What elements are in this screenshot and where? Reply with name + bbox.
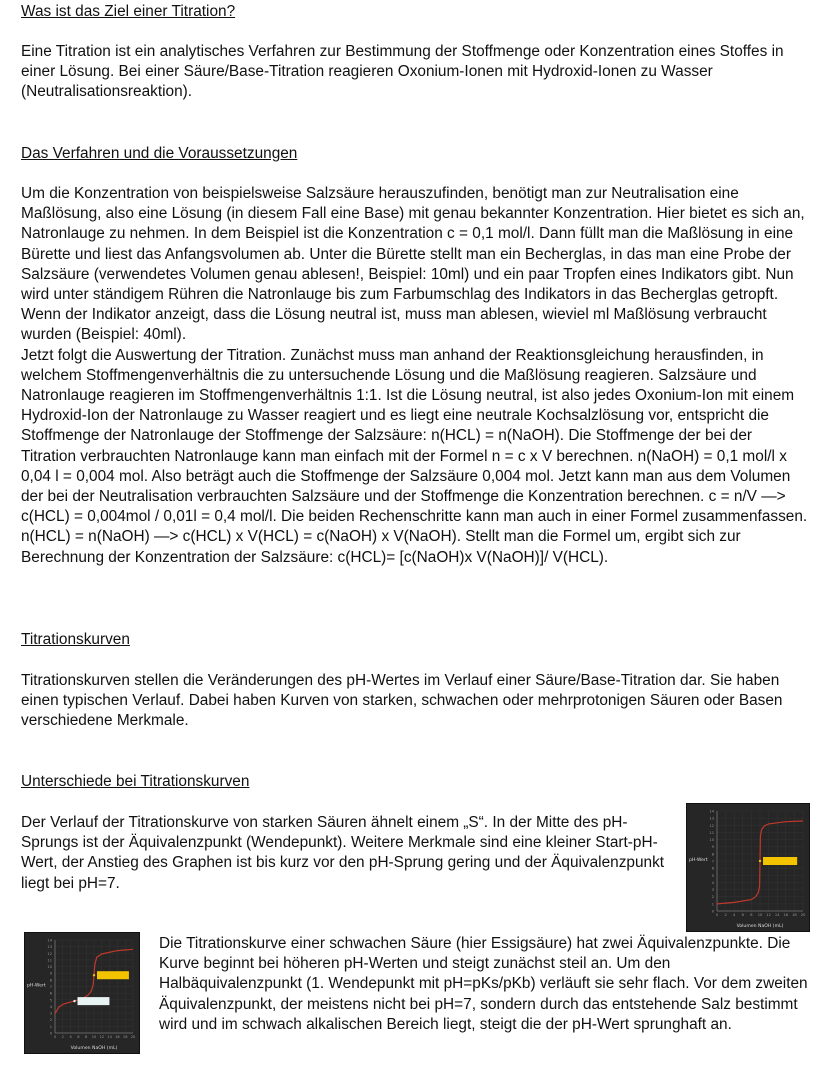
- x-tick-label: 10: [91, 1035, 97, 1039]
- x-tick-label: 4: [69, 1035, 72, 1039]
- annotation-point: [759, 860, 761, 862]
- x-tick-label: 16: [115, 1035, 120, 1039]
- titration-chart-svg: [25, 933, 139, 1053]
- chart-schwache-saeure: [24, 932, 140, 1054]
- y-tick-label: 14: [47, 938, 52, 943]
- x-tick-label: 0: [715, 913, 719, 917]
- paragraph-text: Eine Titration ist ein analytisches Verfahren zur Bestimmung der Stoffmenge oder Konzentration eines Stoffes in einer Lösung. Bei einer Säure/Base-Titration reagieren Oxonium-Ionen mit Hydroxid-Ionen zu Wasser (Neutralisationsreaktion).: [21, 43, 784, 101]
- x-tick-label: 20: [130, 1035, 136, 1039]
- x-tick-label: 18: [792, 913, 797, 917]
- y-tick-label: 2: [49, 1018, 52, 1023]
- y-axis-label: pH-Wert: [689, 858, 708, 863]
- paragraph-text: Titrationskurven stellen die Veränderungen des pH-Wertes im Verlauf einer Säure/Base-Titration dar. Sie haben einen typischen Verlauf. Dabei haben Kurven von starken, schwachen oder mehrprotonigen Säuren oder Basen verschiedene Merkmale.: [21, 672, 783, 730]
- annotation-box: [78, 997, 110, 1005]
- x-axis-label: Volumen NaOH (mL): [70, 1046, 118, 1051]
- y-tick-label: 9: [49, 971, 52, 976]
- y-tick-label: 4: [49, 1004, 52, 1009]
- paragraph-titrationskurven: [21, 671, 811, 732]
- y-tick-label: 12: [709, 823, 714, 828]
- y-axis-label: pH-Wert: [27, 983, 46, 989]
- chart-starke-saeure: [686, 803, 810, 932]
- heading-ziel-titration: Was ist das Ziel einer Titration?: [21, 3, 236, 20]
- x-tick-label: 16: [783, 913, 789, 917]
- paragraph-text: Um die Konzentration von beispielsweise Salzsäure herauszufinden, benötigt man zur Neutralisation eine Maßlösung, also eine Lösung (in diesem Fall eine Base) mit genau bekannter Konzentration. Hier bietet es sich an, Natronlauge zu nehmen. In dem Beispiel ist die Konzentration c = 0,1 mol/l. Dann füllt man die Maßlösung in eine Bürette und liest das Anfangsvolumen ab. Unter die Bürette stellt man ein Becherglas, in das man eine Probe der Salzsäure (verwendetes Volumen genau ablesen!, Beispiel: 10ml) und ein paar Tropfen eines Indikators gibt. Nun wird unter ständigem Rühren die Natronlauge bis zum Farbumschlag des Indikators in das Becherglas getropft. Wenn der Indikator anzeigt, dass die Lösung neutral ist, muss man ablesen, wieviel ml Maßlösung verbraucht wurden (Beispiel: 40ml).: [21, 185, 805, 344]
- x-tick-label: 10: [757, 913, 763, 917]
- paragraph-verfahren: [21, 184, 811, 568]
- y-tick-label: 5: [49, 998, 52, 1003]
- annotation-box: [763, 857, 797, 865]
- paragraph-text: Der Verlauf der Titrationskurve von starken Säuren ähnelt einem „S“. In der Mitte des pH-Sprungs ist der Äquivalenzpunkt (Wendepunkt). Weitere Merkmale sind eine kleiner Start-pH-Wert, der Anstieg des Graphen ist bis kurz vor den pH-Sprung gering und der Äquivalenzpunkt liegt bei pH=7.: [21, 814, 665, 892]
- y-tick-label: 7: [711, 859, 714, 864]
- x-tick-label: 14: [107, 1035, 112, 1039]
- annotation-point: [93, 974, 95, 976]
- x-tick-label: 2: [724, 913, 727, 917]
- y-tick-label: 6: [711, 866, 714, 871]
- y-tick-label: 10: [709, 838, 714, 843]
- x-tick-label: 20: [800, 913, 806, 917]
- heading-unterschiede: Unterschiede bei Titrationskurven: [21, 773, 250, 790]
- y-tick-label: 8: [49, 978, 52, 983]
- y-tick-label: 7: [49, 985, 52, 989]
- y-tick-label: 11: [709, 830, 714, 835]
- heading-verfahren: Das Verfahren und die Voraussetzungen: [21, 145, 298, 162]
- x-tick-label: 14: [774, 913, 780, 917]
- paragraph-text-auswertung: Jetzt folgt die Auswertung der Titration. Zunächst muss man anhand der Reaktionsgleichung herausfinden, in welchem Stoffmengenverhältnis die zu untersuchende Lösung und die Maßlösung reagieren. Salzsäure und Natronlauge reagieren im Stoffmengenverhältnis 1:1. Ist die Lösung neutral, ist also jedes Oxonium-Ion mit einem Hydroxid-Ion der Natronlauge zu Wasser reagiert und es liegt eine neutrale Kochsalzlösung vor, entspricht die Stoffmenge der Natronlauge der Stoffmenge der Salzsäure: n(HCL) = n(NaOH). Die Stoffmenge der bei der Titration verbrauchten Natronlauge kann man einfach mit der Formel n = c x V berechnen. n(NaOH) = 0,1 mol/l x 0,04 l = 0,004 mol. Also beträgt auch die Stoffmenge der Salzsäure 0,004 mol. Jetzt kann man aus dem Volumen der bei der Neutralisation verbrauchten Salzsäure und der Stoffmenge die Konzentration berechnen. c = n/V —> c(HCL) = 0,004mol / 0,01l = 0,4 mol/l. Die beiden Rechenschritte kann man auch in einer Formel zusammenfassen. n(HCL) = n(NaOH) —> c(HCL) x V(HCL) = c(NaOH) x V(NaOH). Stellt man die Formel um, ergibt sich zur Berechnung der Konzentration der Salzsäure: c(HCL)= [c(NaOH)x V(NaOH)]/ V(HCL).: [21, 346, 808, 566]
- x-tick-label: 6: [741, 913, 744, 917]
- y-tick-label: 5: [711, 873, 714, 878]
- y-tick-label: 8: [711, 852, 714, 857]
- y-tick-label: 1: [49, 1024, 52, 1029]
- y-tick-label: 13: [47, 945, 52, 950]
- paragraph-text: Die Titrationskurve einer schwachen Säure (hier Essigsäure) hat zwei Äquivalenzpunkte. Die Kurve beginnt bei höheren pH-Werten und steigt zunächst steil an. Um den Halbäquivalenzpunkt (1. Wendepunkt mit pH=pKs/pKb) verläuft sie sehr flach. Vor dem zweiten Äquivalenzpunkt, der meistens nicht bei pH=7, sondern durch das entstehende Salz bestimmt wird und im schwach alkalischen Bereich liegt, steigt die der pH-Wert sprunghaft an.: [159, 935, 808, 1033]
- x-tick-label: 8: [750, 913, 753, 917]
- y-tick-label: 13: [709, 816, 714, 821]
- y-tick-label: 6: [49, 991, 52, 996]
- y-tick-label: 3: [711, 888, 714, 893]
- x-tick-label: 6: [77, 1035, 80, 1039]
- y-tick-label: 14: [709, 809, 714, 814]
- y-tick-label: 10: [47, 965, 52, 970]
- annotation-box: [97, 971, 129, 979]
- y-tick-label: 11: [47, 958, 52, 963]
- y-tick-label: 1: [711, 902, 714, 907]
- x-axis-label: Volumen NaOH (mL): [736, 924, 784, 929]
- x-tick-label: 0: [53, 1035, 57, 1039]
- x-tick-label: 18: [122, 1035, 128, 1039]
- paragraph-ziel-titration: [21, 42, 811, 103]
- y-tick-label: 9: [711, 845, 714, 850]
- y-tick-label: 4: [711, 880, 714, 885]
- heading-titrationskurven: Titrationskurven: [21, 631, 130, 648]
- x-tick-label: 12: [766, 913, 771, 917]
- x-tick-label: 8: [85, 1035, 88, 1039]
- x-tick-label: 4: [733, 913, 736, 917]
- y-tick-label: 12: [47, 951, 52, 956]
- y-tick-label: 0: [49, 1031, 52, 1036]
- paragraph-schwache-saeure: [159, 934, 811, 1035]
- titration-chart-svg: [687, 804, 809, 931]
- paragraph-starke-saeure: [21, 813, 666, 894]
- annotation-point: [73, 1000, 75, 1002]
- x-tick-label: 2: [61, 1035, 64, 1039]
- y-tick-label: 3: [49, 1011, 52, 1016]
- x-tick-label: 12: [99, 1035, 105, 1039]
- y-tick-label: 2: [711, 895, 714, 900]
- y-tick-label: 0: [711, 909, 714, 914]
